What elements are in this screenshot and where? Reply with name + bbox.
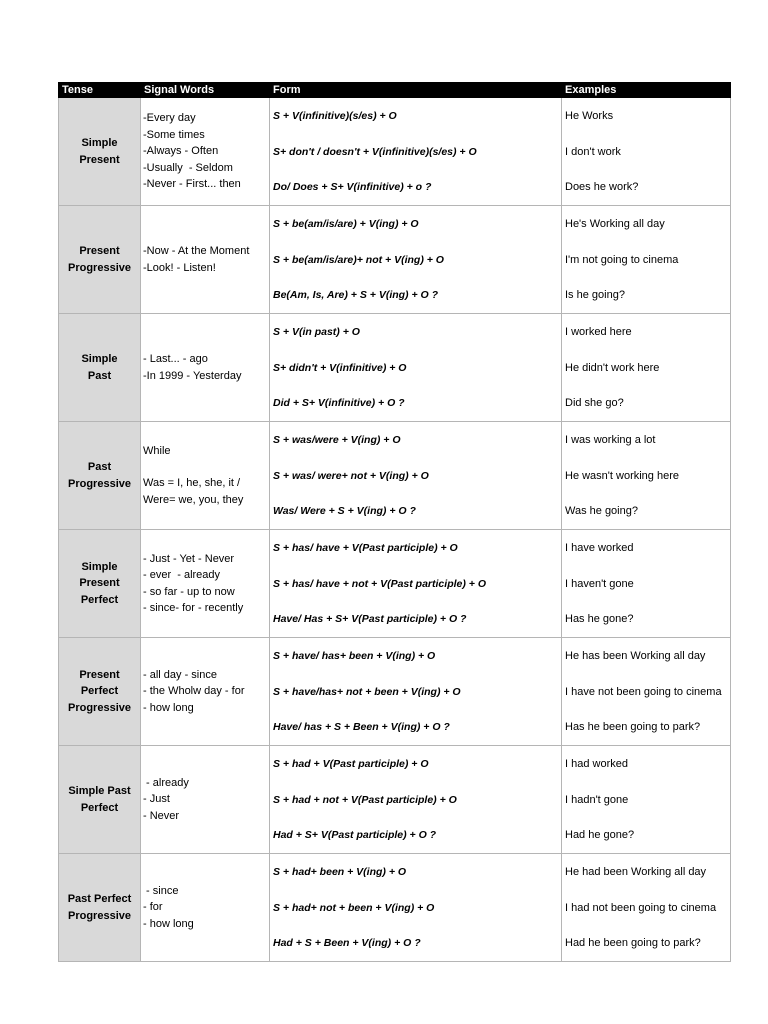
table-row — [59, 530, 731, 638]
form-formula: Do/ Does + S+ V(infinitive) + o ? — [273, 181, 432, 194]
form-formula: S+ didn't + V(infinitive) + O — [273, 361, 407, 374]
tense-name-line: Simple — [81, 353, 118, 365]
signal-words-cell — [141, 206, 270, 314]
signal-word-line: - for — [143, 901, 163, 914]
tense-cell — [59, 530, 141, 638]
signal-word-line: -Look! - Listen! — [143, 261, 216, 274]
example-sentence: He had been Working all day — [565, 865, 707, 878]
form-formula: Had + S + Been + V(ing) + O ? — [273, 937, 421, 950]
tense-name-line: Past — [87, 369, 112, 382]
tense-name-line: Progressive — [68, 909, 131, 922]
header-form: Form — [270, 83, 562, 98]
examples-cell — [562, 638, 731, 746]
signal-word-line: - since- for - recently — [143, 602, 244, 614]
form-cell — [270, 206, 562, 314]
form-cell — [270, 854, 562, 962]
signal-word-line: - ever - already — [143, 569, 221, 581]
example-sentence: Had he gone? — [565, 829, 635, 842]
tense-cell — [59, 422, 141, 530]
signal-word-line: -In 1999 - Yesterday — [143, 369, 242, 382]
signal-word-line: - Never — [143, 809, 180, 822]
signal-word-line: -Some times — [143, 128, 205, 141]
tense-cell — [59, 98, 141, 206]
signal-word-line: - the Wholw day - for — [143, 685, 245, 698]
example-sentence: He has been Working all day — [565, 649, 706, 662]
signal-words-cell — [141, 854, 270, 962]
form-cell — [270, 638, 562, 746]
form-formula: S+ don't / doesn't + V(infinitive)(s/es) + O — [273, 145, 477, 158]
example-sentence: I don't work — [565, 145, 621, 158]
tense-name-line: Perfect — [80, 593, 119, 606]
tenses-table — [58, 82, 731, 962]
tense-cell — [59, 746, 141, 854]
signal-word-line: Was = I, he, she, it / — [143, 477, 241, 490]
form-cell — [270, 530, 562, 638]
example-sentence: Did she go? — [565, 397, 624, 410]
table-row — [59, 854, 731, 962]
signal-word-line: - Last... - ago — [143, 353, 208, 365]
form-formula: S + was/were + V(ing) + O — [273, 433, 401, 446]
signal-word-line: - all day - since — [143, 668, 217, 681]
header-tense: Tense — [59, 83, 141, 98]
signal-words-cell — [141, 746, 270, 854]
table-row — [59, 98, 731, 206]
signal-words-cell — [141, 638, 270, 746]
form-formula: S + be(am/is/are) + V(ing) + O — [273, 217, 419, 230]
form-formula: S + V(infinitive)(s/es) + O — [273, 109, 397, 122]
example-sentence: Had he been going to park? — [565, 937, 701, 950]
signal-words-cell — [141, 98, 270, 206]
signal-word-line: While — [143, 444, 171, 457]
form-formula: Have/ Has + S+ V(Past participle) + O ? — [273, 613, 467, 626]
examples-cell — [562, 854, 731, 962]
header-signal-words: Signal Words — [141, 83, 270, 98]
form-formula: S + has/ have + V(Past participle) + O — [273, 541, 458, 554]
signal-word-line: - so far - up to now — [143, 585, 235, 598]
form-formula: S + V(in past) + O — [273, 325, 360, 338]
form-formula: Had + S+ V(Past participle) + O ? — [273, 829, 437, 842]
signal-words-cell — [141, 422, 270, 530]
example-sentence: I hadn't gone — [565, 793, 629, 806]
tense-name-line: Progressive — [68, 477, 131, 490]
signal-word-line: - already — [143, 776, 189, 789]
signal-word-line: Were= we, you, they — [143, 493, 244, 506]
form-formula: S + had+ been + V(ing) + O — [273, 865, 407, 878]
tense-name-line: Simple Past — [68, 785, 131, 797]
example-sentence: Has he been going to park? — [565, 721, 701, 734]
signal-word-line: - how long — [143, 917, 194, 930]
form-cell — [270, 98, 562, 206]
tense-name-line: Past Perfect — [67, 893, 132, 905]
form-cell — [270, 746, 562, 854]
form-formula: S + have/has+ not + been + V(ing) + O — [273, 685, 461, 698]
tense-name-line: Simple — [81, 560, 118, 573]
tense-name-line: Past — [87, 461, 112, 473]
example-sentence: I have not been going to cinema — [565, 685, 722, 698]
header-examples: Examples — [562, 83, 731, 98]
form-cell — [270, 314, 562, 422]
example-sentence: I haven't gone — [565, 577, 634, 590]
example-sentence: Is he going? — [565, 289, 625, 302]
form-formula: S + had + V(Past participle) + O — [273, 757, 429, 770]
examples-cell — [562, 206, 731, 314]
signal-word-line: - how long — [143, 701, 194, 714]
tense-cell — [59, 314, 141, 422]
tense-name-line: Present — [79, 668, 120, 681]
table-row — [59, 638, 731, 746]
signal-word-line: - Just - Yet - Never — [143, 552, 235, 565]
tense-name-line: Present — [79, 245, 120, 257]
examples-cell — [562, 746, 731, 854]
form-formula: S + has/ have + not + V(Past participle) + O — [273, 577, 486, 590]
example-sentence: I'm not going to cinema — [565, 253, 679, 266]
form-formula: S + had+ not + been + V(ing) + O — [273, 901, 435, 914]
form-formula: S + was/ were+ not + V(ing) + O — [273, 469, 429, 482]
header-row — [59, 83, 731, 98]
tense-name-line: Perfect — [80, 801, 119, 814]
example-sentence: I have worked — [565, 541, 634, 554]
example-sentence: Was he going? — [565, 505, 638, 518]
table-row — [59, 314, 731, 422]
example-sentence: He wasn't working here — [565, 469, 679, 482]
signal-word-line: -Usually - Seldom — [143, 161, 233, 174]
form-formula: S + had + not + V(Past participle) + O — [273, 793, 457, 806]
tense-name-line: Simple — [81, 137, 118, 149]
examples-cell — [562, 422, 731, 530]
example-sentence: Does he work? — [565, 181, 639, 194]
tense-cell — [59, 854, 141, 962]
signal-word-line — [143, 459, 267, 475]
examples-cell — [562, 314, 731, 422]
example-sentence: I had worked — [565, 757, 628, 770]
examples-cell — [562, 530, 731, 638]
example-sentence: Has he gone? — [565, 613, 634, 626]
example-sentence: He didn't work here — [565, 361, 660, 374]
table-row — [59, 746, 731, 854]
tense-name-line: Perfect — [80, 685, 119, 698]
example-sentence: He Works — [565, 109, 614, 122]
signal-words-cell — [141, 530, 270, 638]
form-formula: Be(Am, Is, Are) + S + V(ing) + O ? — [273, 289, 439, 302]
form-formula: Did + S+ V(infinitive) + O ? — [273, 397, 405, 410]
tense-name-line: Present — [79, 577, 120, 590]
form-formula: S + have/ has+ been + V(ing) + O — [273, 649, 436, 662]
form-formula: Have/ has + S + Been + V(ing) + O ? — [273, 721, 450, 734]
example-sentence: He's Working all day — [565, 217, 665, 230]
tense-name-line: Present — [79, 153, 120, 166]
example-sentence: I had not been going to cinema — [565, 901, 717, 914]
tense-cell — [59, 206, 141, 314]
form-formula: Was/ Were + S + V(ing) + O ? — [273, 505, 416, 518]
tense-name-line: Progressive — [68, 701, 131, 714]
tense-name-line: Progressive — [68, 261, 131, 274]
signal-word-line: -Now - At the Moment — [143, 245, 250, 257]
table-row — [59, 422, 731, 530]
signal-word-line: - since — [143, 884, 179, 897]
signal-word-line: - Just — [143, 793, 170, 806]
signal-words-cell — [141, 314, 270, 422]
table-row — [59, 206, 731, 314]
examples-cell — [562, 98, 731, 206]
form-formula: S + be(am/is/are)+ not + V(ing) + O — [273, 253, 444, 266]
form-cell — [270, 422, 562, 530]
signal-word-line: -Always - Often — [143, 145, 219, 158]
example-sentence: I worked here — [565, 325, 632, 338]
signal-word-line: -Every day — [143, 112, 196, 125]
tense-cell — [59, 638, 141, 746]
signal-word-line: -Never - First... then — [143, 178, 241, 191]
example-sentence: I was working a lot — [565, 433, 656, 446]
